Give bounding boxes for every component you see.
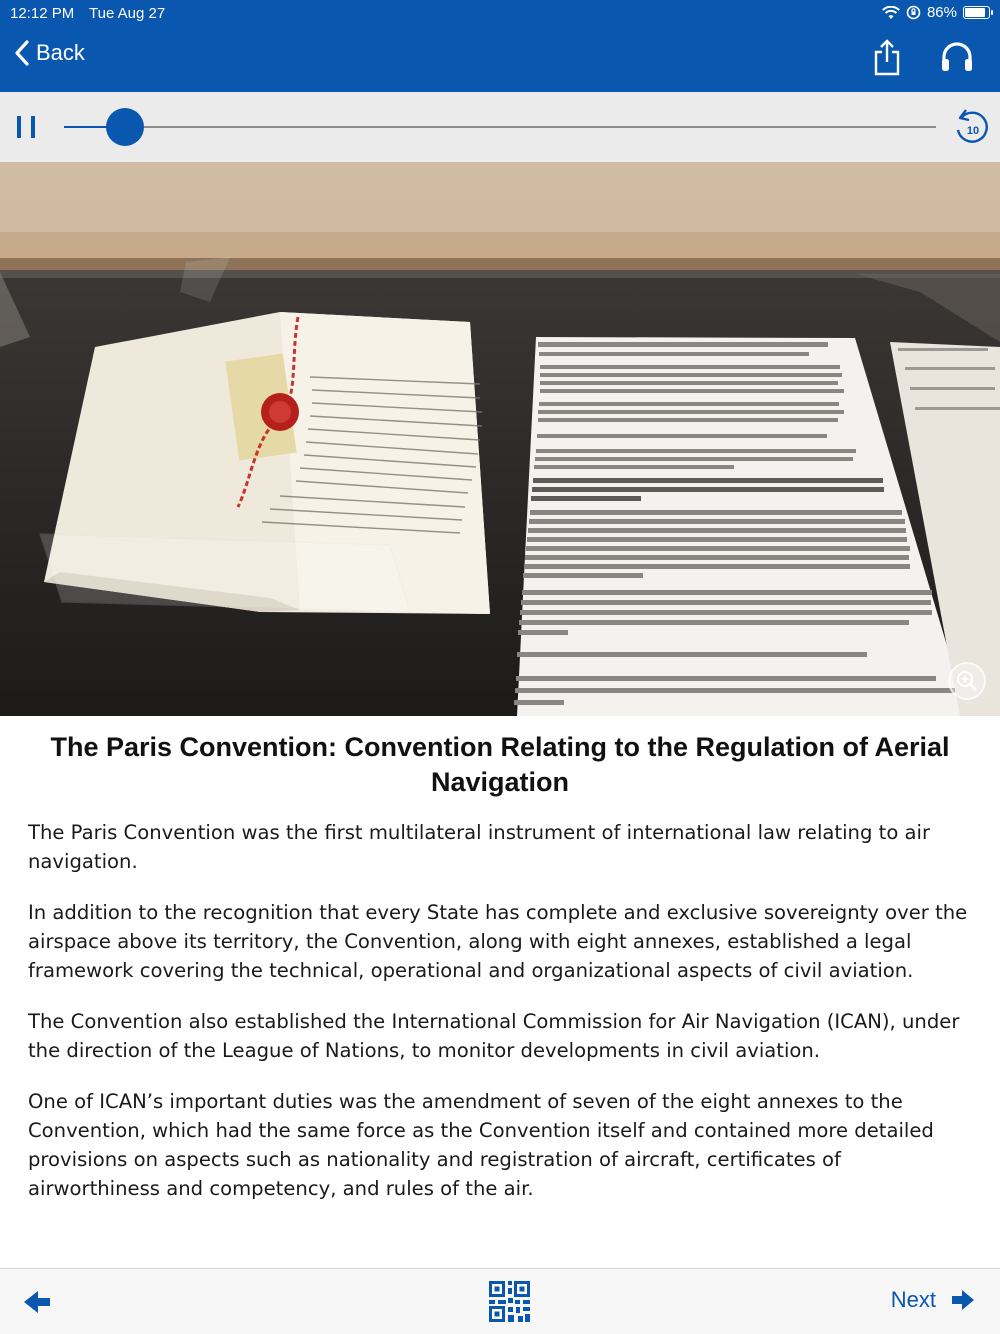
audio-progress-handle[interactable]: [106, 108, 144, 146]
status-time: 12:12 PM: [10, 5, 75, 22]
article-paragraph: One of ICAN’s important duties was the amendment of seven of the eight annexes to the Convention, which had the same force as the Convention itself and contained more detailed provisions on aspects such as nationality and registration of aircraft, certificates of airworthiness and competency, and rules of the air.: [28, 1090, 934, 1200]
exhibit-photo-image: [0, 162, 1000, 716]
audio-guide-button[interactable]: [940, 42, 974, 77]
exhibit-photo[interactable]: [0, 162, 1000, 716]
article-paragraph: In addition to the recognition that every State has complete and exclusive sovereignty over the airspace above its territory, the Convention, along with eight annexes, established a legal framework covering the technical, operational and organizational aspects of civil aviation.: [28, 901, 968, 982]
article-body: [28, 818, 972, 1225]
zoom-icon: [950, 664, 984, 698]
share-button[interactable]: [873, 38, 901, 81]
battery-percent: 86%: [926, 4, 957, 21]
next-label: Next: [890, 1287, 936, 1312]
pause-icon: [17, 116, 21, 138]
status-date: Tue Aug 27: [89, 5, 166, 22]
status-right: [882, 4, 990, 21]
status-bar: [0, 0, 1000, 28]
pause-button[interactable]: [16, 116, 38, 138]
app-header: [0, 0, 1000, 92]
headphones-icon: [940, 42, 974, 72]
share-icon: [873, 38, 901, 76]
zoom-button[interactable]: [948, 662, 986, 700]
previous-button[interactable]: [22, 1289, 52, 1320]
back-button[interactable]: [14, 40, 85, 66]
next-button[interactable]: [891, 1287, 976, 1313]
article-title: The Paris Convention: Convention Relating to the Regulation of Aerial Navigation: [50, 732, 950, 797]
battery-icon: [963, 6, 990, 19]
arrow-right-icon: [950, 1288, 976, 1312]
pause-icon-bar: [31, 116, 35, 138]
article-paragraph: The Paris Convention was the first multilateral instrument of international law relating to air navigation.: [28, 821, 931, 873]
audio-player: [0, 92, 1000, 162]
audio-progress-track[interactable]: [64, 126, 936, 128]
replay-10-button[interactable]: [952, 107, 992, 147]
qr-scan-button[interactable]: [489, 1281, 530, 1322]
replay-10-icon: [952, 107, 992, 147]
replay-10-label: 10: [966, 125, 980, 137]
back-label: Back: [36, 40, 85, 65]
wifi-icon: [882, 6, 900, 20]
article-paragraph: The Convention also established the International Commission for Air Navigation (ICAN), under the direction of the League of Nations, to monitor developments in civil aviation.: [28, 1010, 960, 1062]
qr-code-icon: [489, 1281, 530, 1322]
battery-fill: [965, 8, 985, 17]
orientation-lock-icon: [906, 5, 921, 20]
chevron-left-icon: [14, 40, 30, 66]
arrow-left-icon: [22, 1289, 52, 1315]
bottom-toolbar: [0, 1268, 1000, 1334]
